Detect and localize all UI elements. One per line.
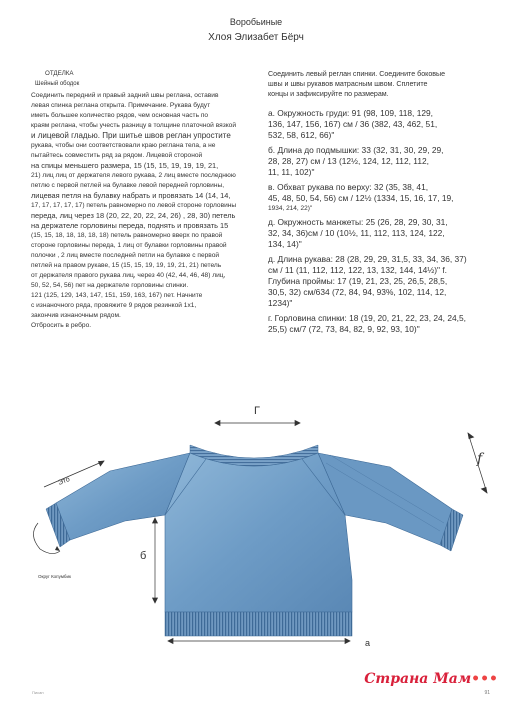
label-sleeve: Это	[57, 475, 71, 488]
measurement-line: г. Горловина спинки: 18 (19, 20, 21, 22, 23, 24, 24,5,	[268, 313, 466, 323]
instruction-line: пытайтесь совместить ряд за рядом. Лицевой стороной	[31, 152, 203, 159]
measurement-line: 28, 28, 27) см / 13 (12½, 124, 12, 112, 112,	[268, 156, 429, 166]
measurement-line: в. Обхват рукава по верху: 32 (35, 38, 41,	[268, 182, 429, 192]
instruction-line: с изнаночного ряда, провяжите 9 рядов резинкой 1х1,	[31, 302, 197, 309]
finishing-column	[31, 69, 259, 331]
measurement-line: 25,5) см/7 (72, 73, 84, 82, 9, 92, 93, 10)"	[268, 324, 420, 334]
instruction-line: и лицевой гладью. При шитье швов реглан упростите	[31, 131, 231, 140]
instruction-line: лицевая петля на булавку набрать и провязать 14 (14, 14,	[31, 191, 231, 200]
header-title: Воробьиные	[229, 17, 283, 27]
measurements-list	[268, 108, 498, 335]
instruction-line: от держателя правого рукава лиц, через 40 (42, 44, 46, 48) лиц,	[31, 272, 226, 279]
instruction-line: краям реглана, чтобы учесть разницу в толщине платочной вязкой	[31, 122, 237, 129]
measurement-line: б. Длина до подмышки: 33 (32, 31, 30, 29, 29,	[268, 145, 444, 155]
instruction-line: 121 (125, 129, 143, 147, 151, 159, 163, 167) пет. Начните	[31, 292, 203, 299]
section-title: ОТДЕЛКА	[45, 70, 74, 77]
watermark-logo: Страна Мам•••	[364, 671, 498, 687]
measurement-line: 45, 48, 50, 54, 56) см / 12½ (1334, 15, 16, 17, 19,	[268, 193, 454, 203]
measurement-line: 134, 14)"	[268, 239, 302, 249]
measurements-column	[268, 69, 498, 339]
measurement-line: Глубина проймы: 17 (19, 21, 23, 25, 26,5, 28,5,	[268, 276, 448, 286]
label-chest: а	[365, 638, 371, 648]
measurement-line: 32, 34, 36)см / 10 (10½, 11, 112, 113, 124, 122,	[268, 228, 445, 238]
instruction-line: иметь большее количество рядов, чем основная часть по	[31, 112, 209, 119]
instruction-line: переда, лиц через 18 (20, 22, 20, 22, 24, 26) , 28, 30) петель	[31, 211, 236, 220]
instruction-line: (15, 15, 18, 18, 18, 18, 18) петель равномерно вверх по правой	[31, 232, 223, 239]
instructions-text	[31, 91, 259, 331]
measurement-item	[268, 313, 498, 335]
intro-line: Соединить левый реглан спинки. Соедините боковые	[268, 70, 446, 78]
page-number: 91	[484, 690, 490, 696]
instruction-line: на держателе горловины переда, поднять и провязать 15	[31, 221, 229, 230]
footer-text: Писан	[32, 690, 44, 695]
measurement-item	[268, 254, 498, 309]
instruction-line: стороне горловины переда, 1 лиц от булавки горловины правой	[31, 242, 227, 249]
measurement-line: 136, 147, 156, 167) см / 36 (382, 43, 462, 51,	[268, 119, 438, 129]
instruction-line: полочки , 2 лиц вместе последней петли на булавке с первой	[31, 252, 220, 259]
label-cuff-circ: Округ Копумбик	[38, 574, 71, 579]
hem-ribbing	[165, 612, 352, 636]
measurement-line: 1234)"	[268, 298, 293, 308]
measurement-item	[268, 182, 498, 213]
measurement-line: а. Окружность груди: 91 (98, 109, 118, 129,	[268, 108, 434, 118]
measurement-line: 1934, 214, 22)"	[268, 205, 313, 212]
measurement-line: 30,5, 32) см/634 (72, 84, 94, 93%, 102, 114, 12,	[268, 287, 447, 297]
measurement-line: см / 11 (11, 112, 112, 122, 13, 132, 144, 14½)" f.	[268, 265, 447, 275]
instruction-line: петлей на правом рукаве, 15 (15, 15, 19, 19, 19, 21, 21) петель	[31, 262, 222, 269]
instruction-line: петлю с первой петлей на булавке левой передней горловины,	[31, 182, 225, 189]
instruction-line: Соединить передний и правый задний швы реглана, оставив	[31, 92, 219, 99]
measurement-item	[268, 108, 498, 141]
instruction-line: Отбросить в ребро.	[31, 322, 92, 329]
intro-line: концы и зафиксируйте по размерам.	[268, 90, 389, 98]
instruction-line: 21) лиц лиц от держателя левого рукава, 2 лиц вместе последнюю	[31, 172, 236, 179]
instruction-line: левая спинка реглана открыта. Примечание. Рукава будут	[31, 102, 211, 109]
instruction-line: на спицы меньшего размера, 15 (15, 15, 19, 19, 19, 21,	[31, 161, 219, 170]
subsection-title: Шейный ободок	[35, 81, 80, 87]
measurement-line: д. Окружность манжеты: 25 (26, 28, 29, 30, 31,	[268, 217, 448, 227]
instruction-line: закончив изнаночным рядом.	[31, 312, 121, 319]
instruction-line: рукава, чтобы они соответствовали краю реглана тела, а не	[31, 142, 216, 149]
label-neck-width: Г	[254, 405, 260, 417]
intro-line: швы и швы рукавов матрасным швом. Сплетите	[268, 80, 428, 88]
sweater-illustration	[0, 375, 512, 699]
instruction-line: 17, 17, 17, 17, 17) петель равномерно по левой стороне горловины	[31, 202, 237, 209]
sweater-diagram	[0, 375, 512, 699]
assembly-intro	[268, 69, 498, 99]
instruction-line: 50, 52, 54, 56) пет на держателе горловины спинки.	[31, 282, 189, 289]
measurement-item	[268, 145, 498, 178]
label-underarm: б	[140, 550, 147, 562]
measurement-line: 11, 11, 102)"	[268, 167, 315, 177]
header-author: Хлоя Элизабет Бёрч	[208, 32, 304, 43]
measurement-line: д. Длина рукава: 28 (28, 29, 29, 31,5, 33, 34, 36, 37)	[268, 254, 467, 264]
label-armhole: f	[477, 451, 483, 467]
measurement-item	[268, 217, 498, 250]
measurement-line: 532, 58, 612, 66)"	[268, 130, 335, 140]
